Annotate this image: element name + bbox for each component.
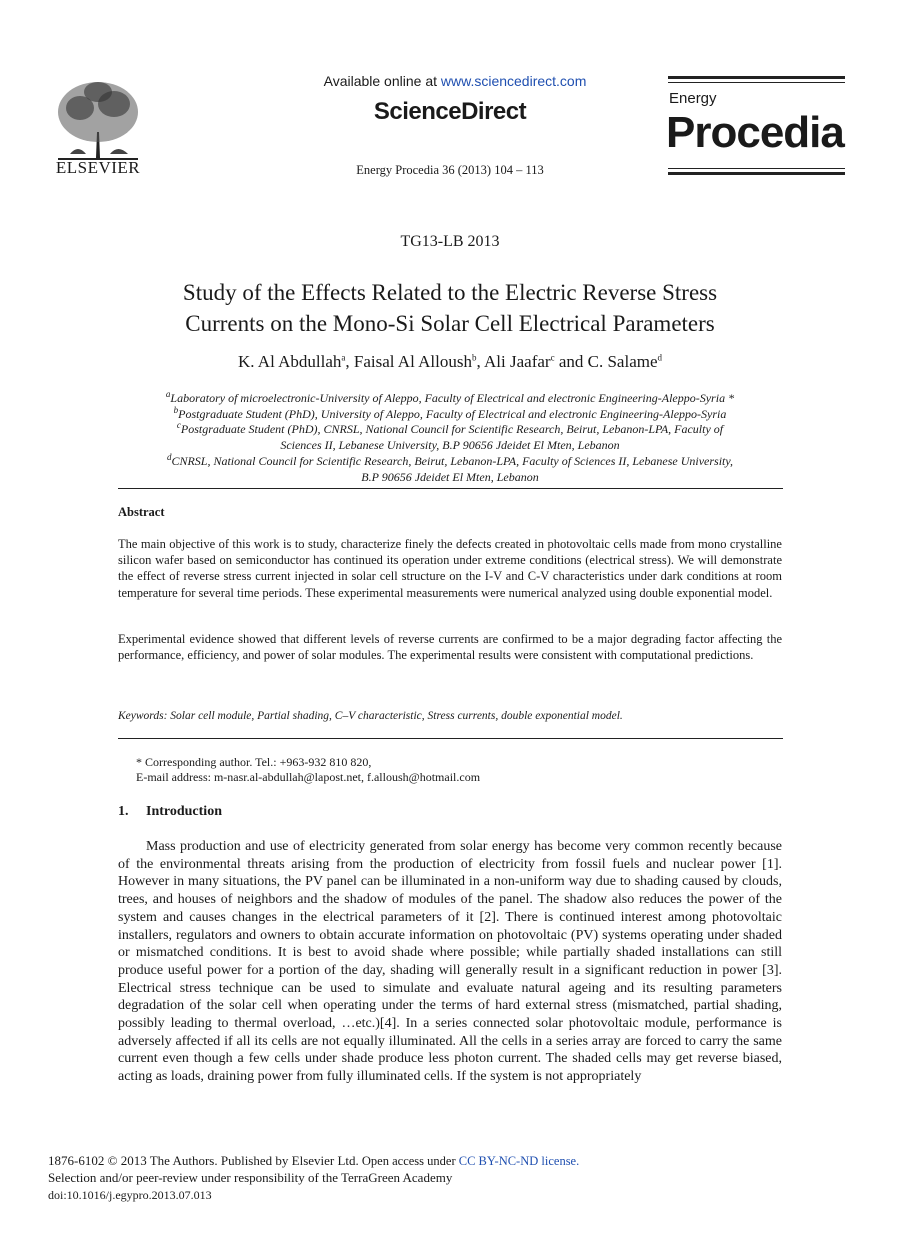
paper-title-line: Currents on the Mono-Si Solar Cell Electrical Parameters: [185, 311, 715, 336]
abstract-paragraph: Experimental evidence showed that different levels of reverse currents are confirmed to be a major degrading factor affecting the performance, efficiency, and power of solar modules. The experimental results were consistent with computational predictions.: [118, 632, 782, 663]
journal-logo-rule: [668, 172, 845, 175]
affiliation-b: [110, 404, 790, 423]
email-address: E-mail address: m-nasr.al-abdullah@lapost.net, f.alloush@hotmail.com: [136, 770, 481, 784]
author-sup: d: [657, 352, 663, 363]
open-access-text: Open access under: [358, 1154, 459, 1168]
journal-logo-small: Energy: [669, 90, 717, 107]
keywords: Keywords: Solar cell module, Partial shading, C–V characteristic, Stress currents, double exponential model.: [118, 710, 623, 722]
license-link[interactable]: CC BY-NC-ND license.: [458, 1154, 580, 1168]
author-separator: and: [554, 352, 588, 371]
affiliation-d: [110, 451, 790, 470]
journal-citation: Energy Procedia 36 (2013) 104 – 113: [356, 163, 544, 177]
sciencedirect-link[interactable]: www.sciencedirect.com: [440, 73, 587, 89]
affiliation-a: [110, 391, 790, 407]
affiliation-c-cont: Sciences II, Lebanese University, B.P 90656 Jdeidet El Mten, Lebanon: [280, 438, 620, 453]
journal-logo-rule: [668, 168, 845, 169]
intro-paragraph: Mass production and use of electricity generated from solar energy has become very common recently because of the environmental threats arising from the production of electricity from fossil fuels and nuclear power [1]. However in many situations, the PV panel can be illuminated in a non-uniform way due to shading caused by clouds, trees, and houses of neighbors and the shadow of modules of the panel. The shadow also reduces the power of the system and causes changes in the electrical parameters of it [2]. There is continued interest among photovoltaic installers, regulators and owners to obtain accurate information on photovoltaic (PV) systems operating under shaded or mismatched conditions. It is best to avoid shade where possible; while partially shaded installations can still produce useful power for a portion of the day, shading will generally result in a significant reduction in power [3]. Electrical stress technique can be used to simulate and evaluate natural ageing and its resulting parameters degradation of the solar cell when operating under the terms of hard external stress (mismatched, partial shading, possibly leading to thermal overload, …etc.)[4]. In a series connected solar photovoltaic module, performance is adversely affected if all its cells are not equally illuminated. All the cells in a series array are forced to carry the same current even though a few cells under shade produce less photon current. The shaded cells may get reverse biased, acting as loads, draining power from fully illuminated cells. If the system is not appropriately: [118, 839, 782, 1085]
affiliation-sup: a: [165, 389, 171, 399]
divider: [118, 738, 783, 739]
affiliation-sup: c: [176, 420, 181, 431]
section-number: 1.: [118, 804, 129, 819]
affiliation-text: Laboratory of microelectronic-University of Aleppo, Faculty of Electrical and electronic Engineering-Aleppo-Syria *: [170, 391, 735, 405]
affiliation-c: [110, 422, 790, 438]
author-name: K. Al Abdullah: [237, 352, 342, 371]
corresponding-author: * Corresponding author. Tel.: +963-932 810 820,: [136, 755, 372, 769]
abstract-paragraph: The main objective of this work is to study, characterize finely the defects created in photovoltaic cells made from mono crystalline silicon wafer based on semiconductor has continued its operation under extreme conditions (electrical stress). We will demonstrate the effect of reverse stress current injected in solar cell structure on the I-V and C-V characteristics under dark conditions at room temperature for several time periods. These experimental measurements were numerical analyzed using double exponential model.: [118, 537, 782, 600]
copyright-line: [48, 1153, 579, 1169]
author-separator: ,: [345, 352, 354, 371]
elsevier-logo: [50, 74, 146, 177]
affiliations: [110, 391, 790, 485]
peer-review-line: Selection and/or peer-review under responsibility of the TerraGreen Academy: [48, 1170, 453, 1185]
section-title: Introduction: [146, 804, 222, 819]
abstract-heading: Abstract: [118, 505, 165, 519]
divider: [118, 488, 783, 489]
available-prefix: Available online at: [323, 73, 441, 89]
author-name: C. Salame: [587, 352, 658, 371]
author-sup: b: [471, 352, 477, 363]
author-sup: c: [550, 352, 555, 363]
available-online-line: [200, 73, 710, 89]
sciencedirect-brand: ScienceDirect: [373, 98, 527, 125]
affiliation-text: CNRSL, National Council for Scientific Research, Beirut, Lebanon-LPA, Faculty of Sciences II, Lebanese University,: [171, 453, 734, 468]
author-list: [110, 352, 790, 372]
author-separator: ,: [476, 352, 485, 371]
conference-tag: TG13-LB 2013: [400, 233, 500, 250]
affiliation-sup: d: [166, 451, 172, 462]
paper-title: [110, 277, 790, 339]
affiliation-sup: b: [173, 404, 179, 415]
elsevier-wordmark: ELSEVIER: [55, 158, 141, 177]
author-name: Faisal Al Alloush: [353, 352, 472, 371]
affiliation-text: Postgraduate Student (PhD), University of Aleppo, Faculty of Electrical and electronic Engineering-Aleppo-Syria: [178, 406, 727, 421]
journal-logo-rule: [668, 82, 845, 83]
paper-title-line: Study of the Effects Related to the Electric Reverse Stress: [182, 280, 718, 305]
section-heading: [118, 804, 222, 820]
affiliation-text: Postgraduate Student (PhD), CNRSL, National Council for Scientific Research, Beirut, Lebanon-LPA, Faculty of: [180, 422, 724, 437]
doi-line: doi:10.1016/j.egypro.2013.07.013: [48, 1188, 212, 1202]
journal-logo-big: Procedia: [666, 108, 844, 157]
author-sup: a: [341, 352, 346, 363]
journal-logo-rule: [668, 76, 845, 79]
copyright-text: 1876-6102 © 2013 The Authors. Published by Elsevier Ltd.: [48, 1153, 359, 1168]
author-name: Ali Jaafar: [484, 352, 551, 371]
affiliation-d-cont: B.P 90656 Jdeidet El Mten, Lebanon: [361, 469, 539, 484]
